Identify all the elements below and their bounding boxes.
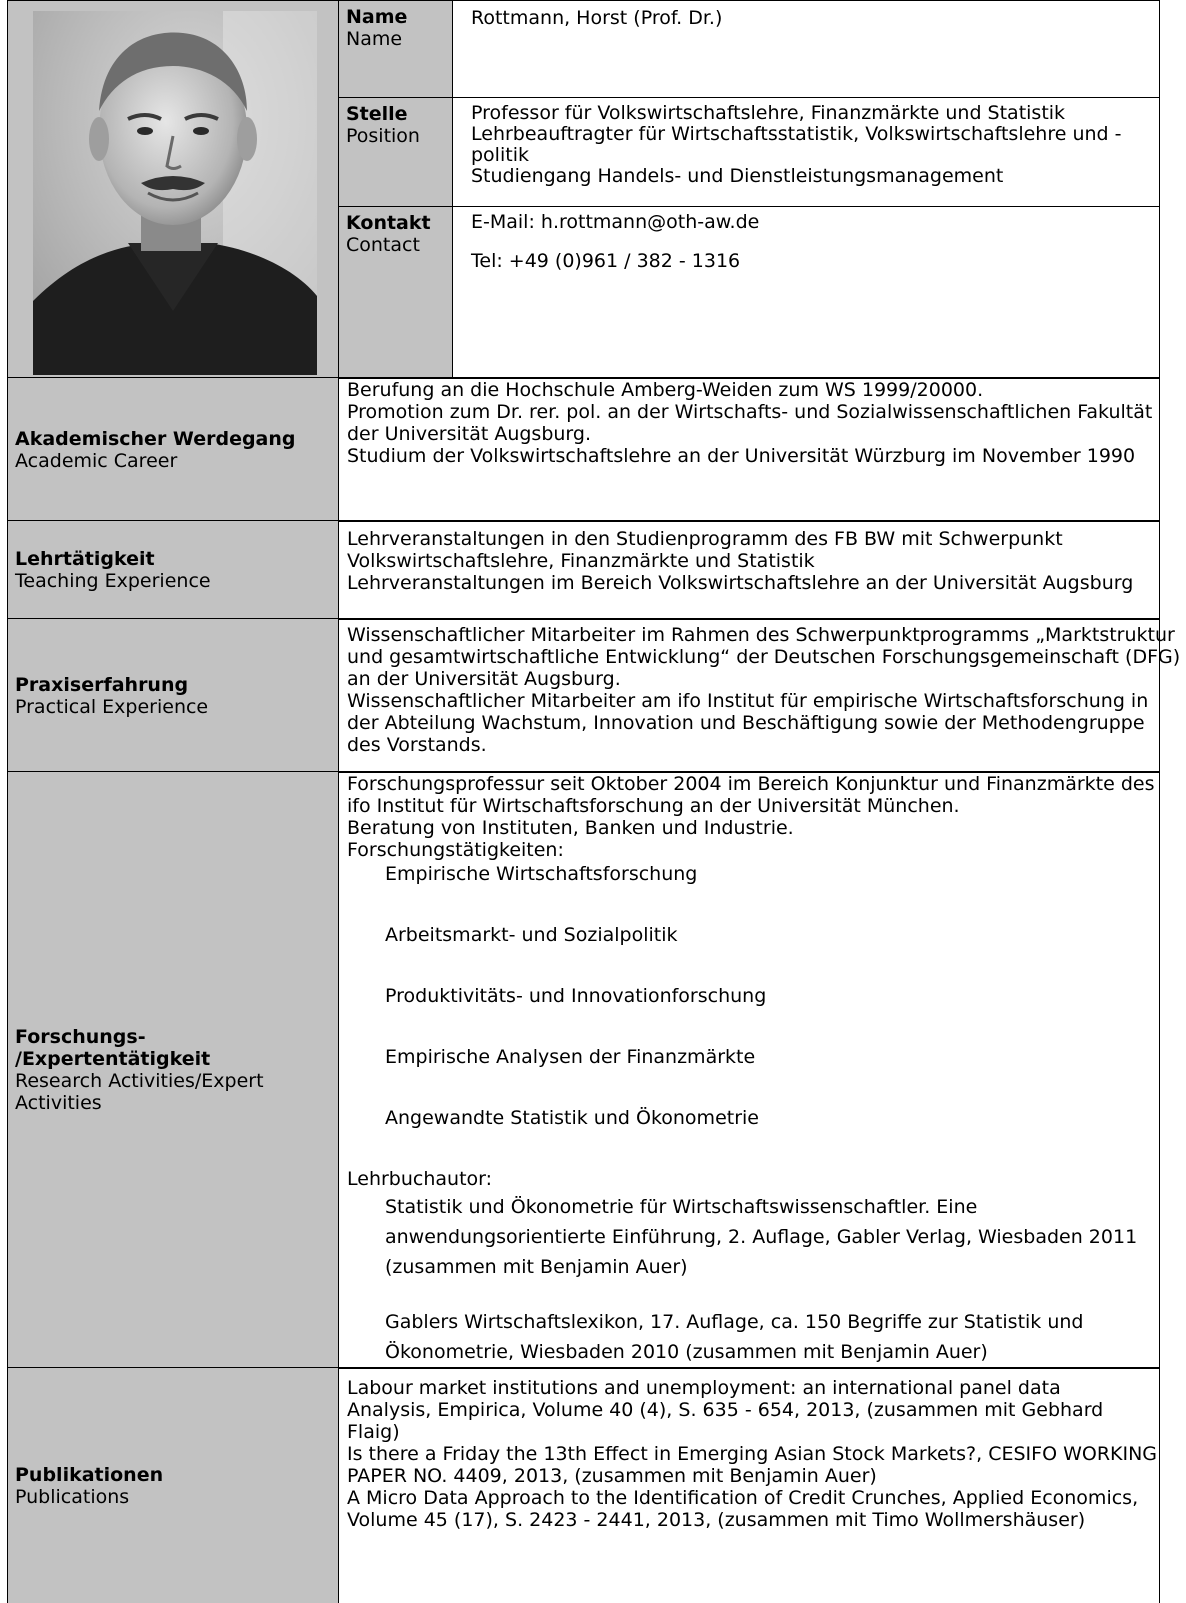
publication-line: Is there a Friday the 13th Effect in Emerging Asian Stock Markets?, CESIFO WORKING <box>347 1443 1158 1465</box>
research-intro-line: ifo Institut für Wirtschaftsforschung an der Universität München. <box>347 795 960 817</box>
position-value-cell <box>453 98 1159 207</box>
research-activity: Empirische Analysen der Finanzmärkte <box>385 1046 756 1068</box>
publication-line: Labour market institutions and unemployment: an international panel data <box>347 1377 1061 1399</box>
position-label-cell <box>339 98 453 207</box>
practice-label-de: Praxiserfahrung <box>15 673 189 696</box>
name-label-cell <box>339 1 453 98</box>
publications-label-en: Publications <box>15 1485 130 1508</box>
teaching-line: Lehrveranstaltungen im Bereich Volkswirtschaftslehre an der Universität Augsburg <box>347 572 1134 594</box>
position-label-en: Position <box>346 125 420 147</box>
name-value: Rottmann, Horst (Prof. Dr.) <box>471 7 723 29</box>
career-line: Promotion zum Dr. rer. pol. an der Wirtschafts- und Sozialwissenschaftlichen Fakultät <box>347 401 1153 423</box>
practice-label-cell <box>8 619 339 772</box>
research-intro-line: Forschungsprofessur seit Oktober 2004 im Bereich Konjunktur und Finanzmärkte des <box>347 773 1155 795</box>
career-line: Berufung an die Hochschule Amberg-Weiden zum WS 1999/20000. <box>347 379 984 401</box>
research-label-de: Forschungs- <box>15 1026 146 1048</box>
contact-value-cell <box>453 207 1159 378</box>
career-label-en: Academic Career <box>15 449 178 472</box>
publication-line: Volume 45 (17), S. 2423 - 2441, 2013, (zusammen mit Timo Wollmershäuser) <box>347 1509 1086 1531</box>
research-content <box>339 772 1159 1368</box>
publications-label-de: Publikationen <box>15 1463 164 1486</box>
career-content <box>339 378 1159 521</box>
position-line: Professor für Volkswirtschaftslehre, Finanzmärkte und Statistik <box>471 102 1066 124</box>
photo-cell <box>8 1 339 378</box>
publication-line: PAPER NO. 4409, 2013, (zusammen mit Benjamin Auer) <box>347 1465 877 1487</box>
publication-line: Analysis, Empirica, Volume 40 (4), S. 635 - 654, 2013, (zusammen mit Gebhard <box>347 1399 1104 1421</box>
teaching-label-en: Teaching Experience <box>15 570 211 592</box>
practice-line: Wissenschaftlicher Mitarbeiter am ifo Institut für empirische Wirtschaftsforschung in <box>347 690 1149 712</box>
publications-content <box>339 1368 1159 1603</box>
career-label-cell <box>8 378 339 521</box>
research-activity: Angewandte Statistik und Ökonometrie <box>385 1107 759 1129</box>
book-line: Gablers Wirtschaftslexikon, 17. Auflage, ca. 150 Begriffe zur Statistik und <box>385 1311 1084 1333</box>
teaching-content <box>339 521 1159 619</box>
practice-line: Wissenschaftlicher Mitarbeiter im Rahmen des Schwerpunktprogramms „Marktstruktur <box>347 624 1175 646</box>
teaching-label-cell <box>8 521 339 619</box>
practice-line: und gesamtwirtschaftliche Entwicklung“ der Deutschen Forschungsgemeinschaft (DFG) <box>347 646 1181 668</box>
publications-row <box>7 1367 1160 1603</box>
research-activity: Empirische Wirtschaftsforschung <box>385 863 698 885</box>
career-row <box>7 377 1160 522</box>
name-label-en: Name <box>346 28 403 50</box>
position-line: politik <box>471 144 529 166</box>
teaching-line: Lehrveranstaltungen in den Studienprogramm des FB BW mit Schwerpunkt <box>347 528 1063 550</box>
phone-number: Tel: +49 (0)961 / 382 - 1316 <box>471 250 741 272</box>
teaching-row <box>7 520 1160 620</box>
contact-label-de: Kontakt <box>346 212 431 234</box>
author-label: Lehrbuchautor: <box>347 1168 493 1190</box>
practice-label-en: Practical Experience <box>15 695 209 718</box>
email-link[interactable]: E-Mail: h.rottmann@oth-aw.de <box>471 211 760 233</box>
research-intro-line: Forschungstätigkeiten: <box>347 839 564 861</box>
research-label-en: Activities <box>15 1092 102 1114</box>
research-activity: Produktivitäts- und Innovationforschung <box>385 985 767 1007</box>
book-line: Ökonometrie, Wiesbaden 2010 (zusammen mit Benjamin Auer) <box>385 1341 988 1363</box>
book-line: Statistik und Ökonometrie für Wirtschaftswissenschaftler. Eine <box>385 1196 978 1218</box>
contact-label-en: Contact <box>346 234 420 256</box>
practice-line: an der Universität Augsburg. <box>347 668 621 690</box>
teaching-line: Volkswirtschaftslehre, Finanzmärkte und Statistik <box>347 550 815 572</box>
research-activity: Arbeitsmarkt- und Sozialpolitik <box>385 924 678 946</box>
career-label-de: Akademischer Werdegang <box>15 427 296 450</box>
name-label-de: Name <box>346 6 408 28</box>
career-line: Studium der Volkswirtschaftslehre an der Universität Würzburg im November 1990 <box>347 445 1136 467</box>
research-intro-line: Beratung von Instituten, Banken und Industrie. <box>347 817 794 839</box>
position-line: Lehrbeauftragter für Wirtschaftsstatistik, Volkswirtschaftslehre und - <box>471 123 1122 145</box>
position-label-de: Stelle <box>346 103 408 125</box>
research-row <box>7 771 1160 1369</box>
profile-block <box>7 0 1160 379</box>
portrait-photo <box>33 11 317 375</box>
book-line: anwendungsorientierte Einführung, 2. Auflage, Gabler Verlag, Wiesbaden 2011 <box>385 1226 1138 1248</box>
publication-line: Flaig) <box>347 1421 400 1443</box>
book-line: (zusammen mit Benjamin Auer) <box>385 1256 688 1278</box>
research-label-de: /Expertentätigkeit <box>15 1048 211 1070</box>
position-line: Studiengang Handels- und Dienstleistungsmanagement <box>471 165 1004 187</box>
career-line: der Universität Augsburg. <box>347 423 592 445</box>
publications-label-cell <box>8 1368 339 1603</box>
research-label-en: Research Activities/Expert <box>15 1070 264 1092</box>
name-value-cell <box>453 1 1159 98</box>
practice-content <box>339 619 1181 772</box>
practice-line: des Vorstands. <box>347 734 487 756</box>
teaching-label-de: Lehrtätigkeit <box>15 548 155 570</box>
contact-label-cell <box>339 207 453 378</box>
research-label-cell <box>8 772 339 1368</box>
practice-line: der Abteilung Wachstum, Innovation und Beschäftigung sowie der Methodengruppe <box>347 712 1145 734</box>
practice-row <box>7 618 1181 773</box>
publication-line: A Micro Data Approach to the Identification of Credit Crunches, Applied Economics, <box>347 1487 1139 1509</box>
